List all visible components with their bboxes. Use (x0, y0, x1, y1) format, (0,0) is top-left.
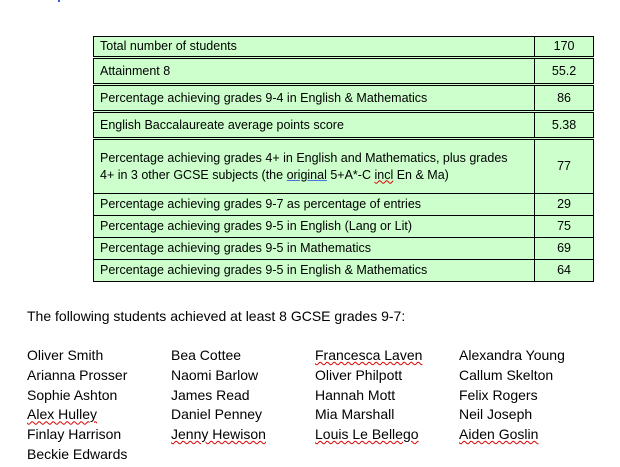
row-label-line2e: En & Ma) (393, 167, 449, 182)
row-label: Percentage achieving grades 9-5 in Mathematics (94, 238, 535, 260)
table-row (94, 85, 594, 112)
row-label: Total number of students (94, 37, 535, 58)
table-row (94, 238, 594, 260)
row-value: 86 (535, 85, 594, 112)
table-row (94, 194, 594, 216)
row-value: 75 (535, 216, 594, 238)
student-name: Neil Joseph (459, 406, 533, 423)
table-row (94, 37, 594, 58)
student-name: Callum Skelton (459, 366, 554, 383)
student-name: Jenny Hewison (171, 426, 266, 443)
row-value: 5.38 (535, 112, 594, 139)
student-name: Beckie Edwards (27, 445, 128, 462)
row-value: 170 (535, 37, 594, 58)
student-name: Daniel Penney (171, 406, 263, 423)
row-label-line2b: original (286, 167, 327, 182)
student-name: James Read (171, 386, 250, 403)
student-column-3 (315, 346, 422, 445)
student-column-2 (171, 346, 266, 445)
table-row (94, 216, 594, 238)
row-value: 77 (535, 139, 594, 194)
results-table (93, 36, 594, 282)
student-column-1 (27, 346, 127, 465)
row-label: Percentage achieving grades 9-5 in English (Lang or Lit) (94, 216, 535, 238)
table-row (94, 112, 594, 139)
row-label-line1: Percentage achieving grades 4+ in English and Mathematics, plus grades (100, 150, 508, 165)
row-label-line2d: incl (374, 167, 394, 182)
row-value: 69 (535, 238, 594, 260)
stray-mark (58, 0, 60, 2)
row-label-line2a: 4+ in 3 other GCSE subjects (the (100, 167, 287, 182)
student-name: Felix Rogers (459, 386, 538, 403)
student-name: Alexandra Young (459, 347, 565, 363)
table-row (94, 139, 594, 194)
student-name: Hannah Mott (315, 386, 396, 403)
row-label: Percentage achieving grades 9-4 in English & Mathematics (94, 85, 535, 112)
student-name: Alex Hulley (27, 406, 98, 423)
student-name: Finlay Harrison (27, 426, 122, 443)
table-row (94, 260, 594, 282)
table-row (94, 58, 594, 85)
student-name: Arianna Prosser (27, 366, 128, 383)
student-name: Sophie Ashton (27, 386, 118, 403)
student-name: Naomi Barlow (171, 366, 259, 383)
row-label: Percentage achieving grades 9-7 as percentage of entries (94, 194, 535, 216)
row-value: 29 (535, 194, 594, 216)
student-name: Mia Marshall (315, 406, 395, 423)
student-name: Francesca Laven (315, 347, 423, 363)
student-name: Louis Le Bellego (315, 426, 419, 443)
student-name: Aiden Goslin (459, 426, 539, 443)
student-name: Bea Cottee (171, 347, 242, 363)
row-label-line2c: 5+A*-C (326, 167, 375, 182)
row-label: English Baccalaureate average points score (94, 112, 535, 139)
intro-text: The following students achieved at least 8 GCSE grades 9-7: (27, 308, 406, 324)
student-name: Oliver Philpott (315, 366, 403, 383)
student-column-4 (459, 346, 565, 445)
row-label: Percentage achieving grades 9-5 in English & Mathematics (94, 260, 535, 282)
row-value: 64 (535, 260, 594, 282)
row-label: Attainment 8 (94, 58, 535, 85)
row-value: 55.2 (535, 58, 594, 85)
row-label (94, 139, 535, 194)
student-name: Oliver Smith (27, 347, 104, 363)
